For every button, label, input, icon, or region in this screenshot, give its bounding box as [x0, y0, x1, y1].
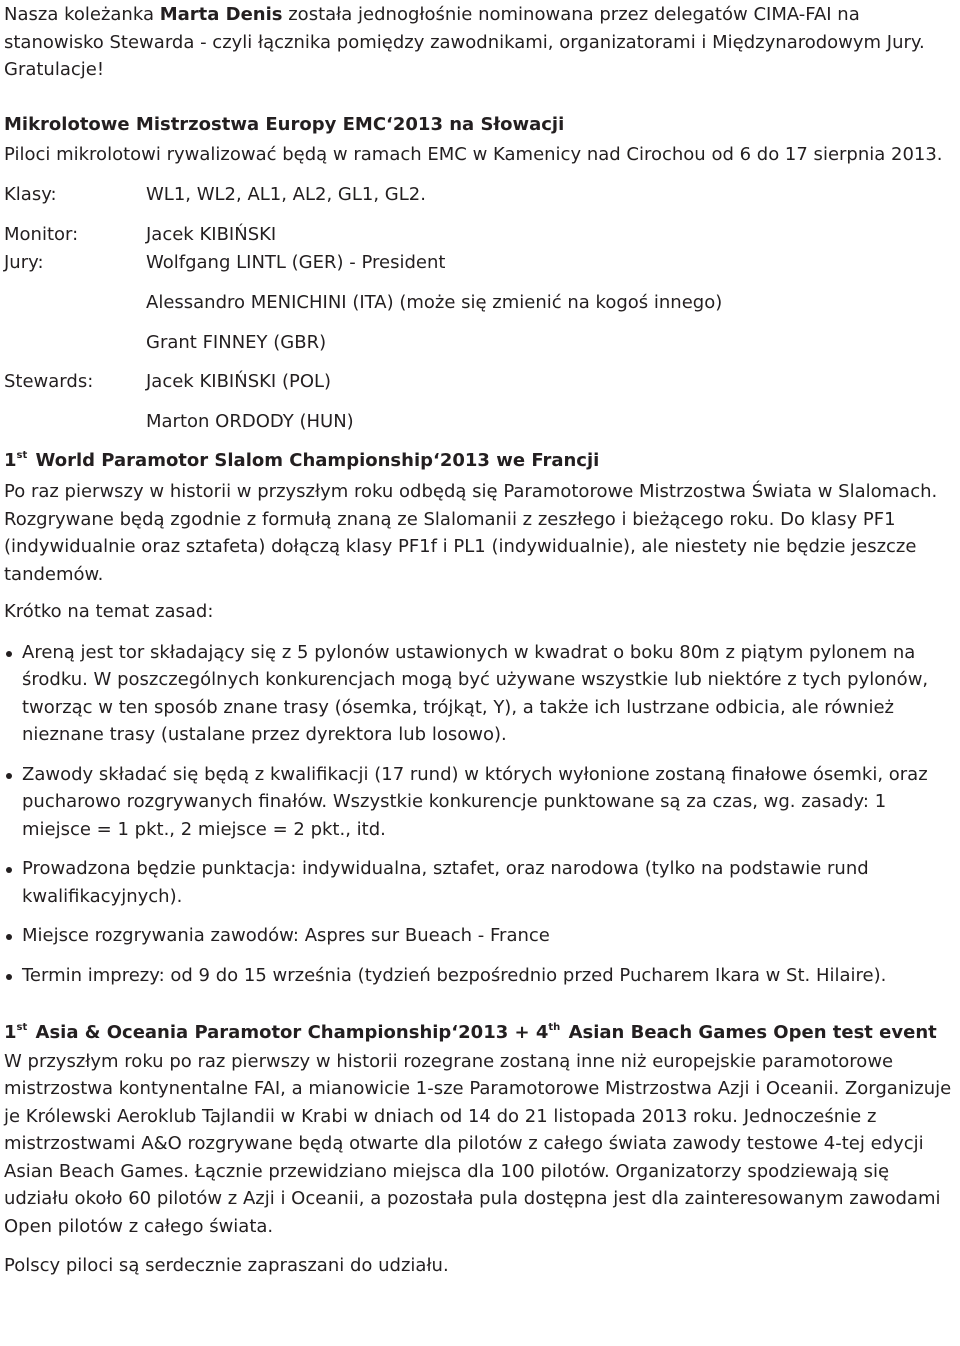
asia-heading-end: Asian Beach Games Open test event	[562, 1022, 937, 1043]
emc-row-jury-2	[4, 289, 956, 317]
asia-closing: Polscy piloci są serdecznie zapraszani do udziału.	[4, 1255, 449, 1276]
emc-body: Piloci mikrolotowi rywalizować będą w ramach EMC w Kamenicy nad Cirochou od 6 do 17 sierpnia 2013.	[4, 144, 943, 165]
list-item: Miejsce rozgrywania zawodów: Aspres sur Bueach - France	[4, 922, 956, 950]
emc-row-value: Marton ORDODY (HUN)	[146, 410, 354, 432]
slalom-heading-text: World Paramotor Slalom Championship‘2013 we Francji	[29, 449, 600, 471]
list-item: Termin imprezy: od 9 do 15 września (tydzień bezpośrednio przed Pucharem Ikara w St. Hilaire).	[4, 962, 956, 990]
asia-heading-sup2: th	[548, 1022, 561, 1033]
emc-row-value: Jacek KIBIŃSKI	[146, 223, 277, 245]
emc-row-stewards-2	[4, 408, 956, 436]
list-item: Prowadzona będzie punktacja: indywidualna, sztafet, oraz narodowa (tylko na podstawie rund kwalifikacyjnych).	[4, 855, 956, 910]
emc-details	[4, 170, 956, 432]
emc-row-label: Stewards:	[4, 370, 94, 392]
emc-row-value: Wolfgang LINTL (GER) - President	[146, 251, 446, 273]
intro-text-start: Nasza koleżanka	[4, 4, 160, 25]
document-page	[4, 0, 956, 1280]
slalom-heading-sup: st	[16, 449, 28, 461]
intro-text-rest: została jednogłośnie nominowana przez delegatów CIMA-FAI na stanowisko Stewarda - czyli łącznika pomiędzy zawodnikami, organizatorami i Międzynarodowym Jury.	[4, 4, 925, 53]
list-item: Zawody składać się będą z kwalifikacji (17 rund) w których wyłonione zostaną finałowe ósemki, oraz pucharowo rozgrywanych finałów. Wszystkie konkurencje punktowane są za czas, wg. zasady: 1 miejsce = 1 pkt., 2 miejsce = 2 pkt., itd.	[4, 761, 956, 844]
slalom-rules-intro: Krótko na temat zasad:	[4, 601, 214, 622]
asia-heading-sup: st	[16, 1022, 28, 1033]
emc-row-label: Jury:	[4, 251, 44, 273]
asia-heading-num: 1	[4, 1022, 17, 1043]
intro-name: Marta Denis	[159, 4, 283, 25]
emc-row-monitor	[4, 221, 956, 249]
emc-row-stewards	[4, 368, 956, 396]
emc-row-jury	[4, 249, 956, 277]
slalom-heading	[4, 447, 956, 475]
emc-row-classes	[4, 181, 956, 209]
intro-paragraph	[4, 0, 956, 84]
slalom-body: Po raz pierwszy w historii w przyszłym roku odbędą się Paramotorowe Mistrzostwa Świata w Slalomach. Rozgrywane będą zgodnie z formułą znaną ze Slalomanii z zeszłego i bieżącego roku. Do klasy PF1 (indywidualnie oraz sztafeta) dołączą klasy PF1f i PL1 (indywidualnie), ale niestety nie będzie jeszcze tandemów.	[4, 481, 938, 585]
emc-row-label: Klasy:	[4, 183, 57, 205]
emc-heading: Mikrolotowe Mistrzostwa Europy EMC‘2013 na Słowacji	[4, 113, 565, 135]
emc-row-label: Monitor:	[4, 223, 79, 245]
emc-row-value: Grant FINNEY (GBR)	[146, 331, 327, 353]
emc-row-value: Jacek KIBIŃSKI (POL)	[146, 370, 332, 392]
asia-heading-mid: Asia & Oceania Paramotor Championship‘2013 + 4	[29, 1022, 549, 1043]
asia-body: W przyszłym roku po raz pierwszy w historii rozegrane zostaną inne niż europejskie paramotorowe mistrzostwa kontynentalne FAI, a mianowicie 1-sze Paramotorowe Mistrzostwa Azji i Oceanii. Zorganizuje je Królewski Aeroklub Tajlandii w Krabi w dniach od 14 do 21 listopada 2013 roku. Jednocześnie z mistrzostwami A&O rozgrywane będą otwarte dla pilotów z całego świata zawody testowe 4-tej edycji Asian Beach Games. Łącznie przewidziano miejsca dla 100 pilotów. Organizatorzy spodziewają się udziału około 60 pilotów z Azji i Oceanii, a pozostała pula dostępna jest dla zainteresowanym zawodami Open pilotów z całego świata.	[4, 1050, 952, 1237]
asia-heading	[4, 1019, 956, 1047]
emc-row-jury-3	[4, 329, 956, 357]
emc-row-value: Alessandro MENICHINI (ITA) (może się zmienić na kogoś innego)	[146, 291, 723, 313]
emc-row-value: WL1, WL2, AL1, AL2, GL1, GL2.	[146, 183, 426, 205]
list-item: Areną jest tor składający się z 5 pylonów ustawionych w kwadrat o boku 80m z piątym pylonem na środku. W poszczególnych konkurencjach mogą być używane wszystkie lub niektóre z tych pylonów, tworząc w ten sposób znane trasy (ósemka, trójkąt, Y), a także ich lustrzane odbicia, ale również nieznane trasy (ustalane przez dyrektora lub losowo).	[4, 639, 956, 749]
slalom-heading-num: 1	[4, 449, 17, 471]
intro-congrats: Gratulacje!	[4, 59, 105, 80]
slalom-rules-list	[4, 639, 956, 990]
